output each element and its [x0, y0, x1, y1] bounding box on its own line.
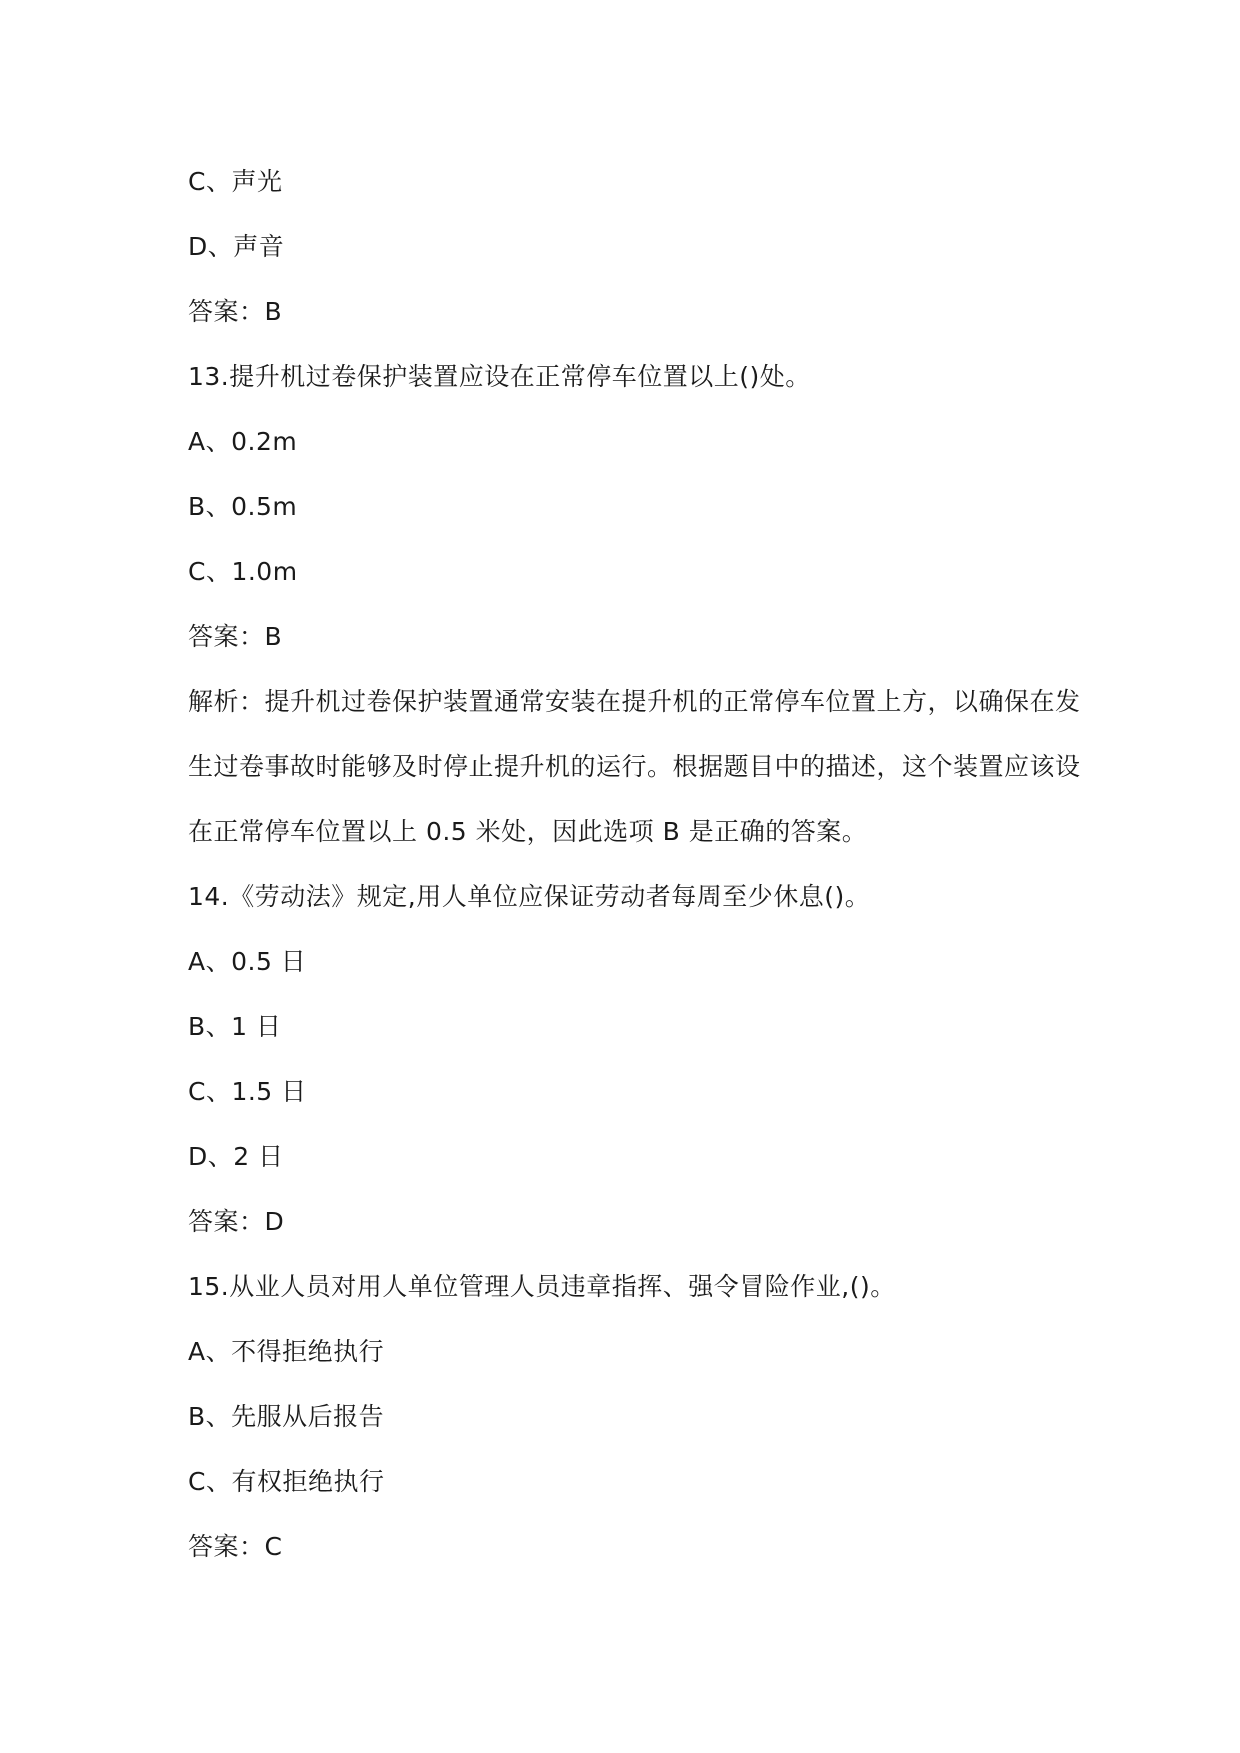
answer-q15: 答案：C — [188, 1532, 283, 1561]
option-a-q13: A、0.2m — [188, 427, 298, 456]
option-a-q14: A、0.5 日 — [188, 947, 307, 976]
explanation-q13-line3: 在正常停车位置以上 0.5 米处，因此选项 B 是正确的答案。 — [188, 817, 868, 846]
question-13: 13.提升机过卷保护装置应设在正常停车位置以上()处。 — [188, 362, 811, 391]
option-a-q15: A、不得拒绝执行 — [188, 1337, 385, 1366]
option-d-q14: D、2 日 — [188, 1142, 284, 1171]
option-d-q12: D、声音 — [188, 232, 285, 261]
option-c-q14: C、1.5 日 — [188, 1077, 307, 1106]
option-c-q12: C、声光 — [188, 167, 283, 196]
answer-q12: 答案：B — [188, 297, 283, 326]
option-b-q15: B、先服从后报告 — [188, 1402, 385, 1431]
option-b-q14: B、1 日 — [188, 1012, 282, 1041]
explanation-q13-line2: 生过卷事故时能够及时停止提升机的运行。根据题目中的描述，这个装置应该设 — [188, 752, 1081, 781]
option-b-q13: B、0.5m — [188, 492, 298, 521]
question-15: 15.从业人员对用人单位管理人员违章指挥、强令冒险作业,()。 — [188, 1272, 896, 1301]
option-c-q13: C、1.0m — [188, 557, 298, 586]
answer-q13: 答案：B — [188, 622, 283, 651]
option-c-q15: C、有权拒绝执行 — [188, 1467, 385, 1496]
question-14: 14.《劳动法》规定,用人单位应保证劳动者每周至少休息()。 — [188, 882, 871, 911]
answer-q14: 答案：D — [188, 1207, 285, 1236]
explanation-q13-line1: 解析：提升机过卷保护装置通常安装在提升机的正常停车位置上方，以确保在发 — [188, 687, 1081, 716]
